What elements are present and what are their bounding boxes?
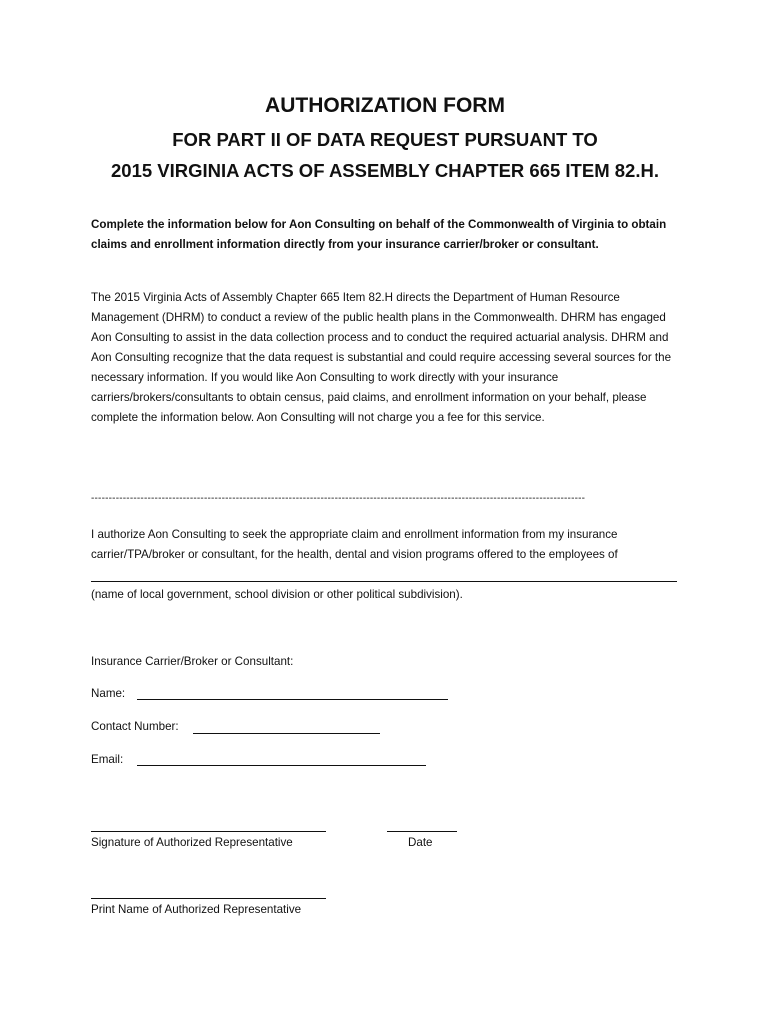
form-title: AUTHORIZATION FORM <box>265 94 505 117</box>
contact-number-label: Contact Number: <box>91 720 179 733</box>
name-label: Name: <box>91 687 126 700</box>
form-subtitle-1: FOR PART II OF DATA REQUEST PURSUANT TO <box>172 129 598 150</box>
email-field-line[interactable] <box>137 765 426 766</box>
body-paragraph: The 2015 Virginia Acts of Assembly Chapter 665 Item 82.H directs the Department of Human Resource Management (DHRM) to conduct a review of the public health plans in the Commonwealth. DHRM has engaged Aon Consulting to assist in the data collection process and to conduct the required actuarial analysis. DHRM and Aon Consulting recognize that the data request is substantial and could require accessing several sources for the necessary information. If you would like Aon Consulting to work directly with your insurance carriers/brokers/consultants to obtain census, paid claims, and enrollment information on your behalf, please complete the information below. Aon Consulting will not charge you a fee for this service. <box>91 291 672 424</box>
signature-label: Signature of Authorized Representative <box>91 836 293 849</box>
print-name-label: Print Name of Authorized Representative <box>91 903 302 916</box>
dashed-divider: -------------------------------------------------------------------------------------------------------------------------------------------- <box>91 493 586 504</box>
intro-paragraph: Complete the information below for Aon Consulting on behalf of the Commonwealth of Virginia to obtain claims and enrollment information directly from your insurance carrier/broker or consultant. <box>91 218 667 251</box>
form-subtitle-2: 2015 VIRGINIA ACTS OF ASSEMBLY CHAPTER 665 ITEM 82.H. <box>111 160 659 181</box>
signature-line[interactable] <box>91 831 326 832</box>
carrier-heading: Insurance Carrier/Broker or Consultant: <box>91 655 294 668</box>
entity-name-line[interactable] <box>91 581 677 582</box>
email-label: Email: <box>91 753 124 766</box>
date-label: Date <box>408 836 433 849</box>
contact-number-field-line[interactable] <box>193 733 380 734</box>
date-line[interactable] <box>387 831 457 832</box>
print-name-line[interactable] <box>91 898 326 899</box>
name-field-line[interactable] <box>137 699 448 700</box>
entity-caption: (name of local government, school division or other political subdivision). <box>91 588 463 601</box>
authorization-paragraph: I authorize Aon Consulting to seek the appropriate claim and enrollment information from my insurance carrier/TPA/broker or consultant, for the health, dental and vision programs offered to the employees of <box>91 528 618 561</box>
